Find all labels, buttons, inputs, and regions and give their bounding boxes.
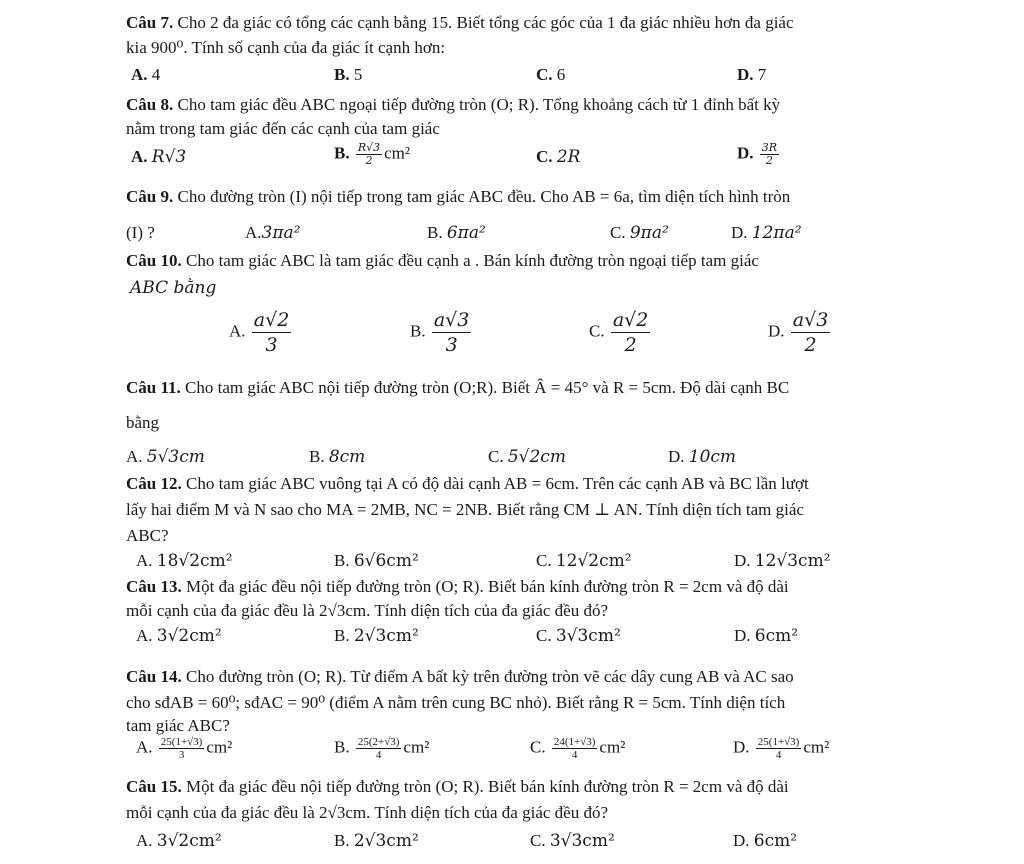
q8-option-a[interactable]: A. R√3 xyxy=(131,147,187,167)
q15-option-d[interactable]: D. 6cm² xyxy=(733,831,798,851)
q14-option-b[interactable]: B. $\frac{25(2+√3)}{4}$ cm² xyxy=(334,736,430,761)
q9-option-d[interactable]: D. 12πa² xyxy=(731,223,802,243)
q11-option-a[interactable]: A. 5√3cm xyxy=(126,447,205,467)
q14-option-c[interactable]: C. $\frac{24(1+√3)}{4}$ cm² xyxy=(530,736,626,761)
q15-option-c[interactable]: C. 3√3cm² xyxy=(530,831,615,851)
q11-option-d[interactable]: D. 10cm xyxy=(668,447,737,467)
q11-option-c[interactable]: C. 5√2cm xyxy=(488,447,566,467)
q14-option-d[interactable]: D. $\frac{25(1+√3)}{4}$ cm² xyxy=(733,736,830,761)
q10-text-2: ABC bằng xyxy=(130,278,217,298)
q15-option-a[interactable]: A. 3√2cm² xyxy=(136,831,222,851)
q7-option-c[interactable]: C. 6 xyxy=(536,65,566,84)
q9-text: Câu 9. Cho đường tròn (I) nội tiếp trong tam giác ABC đều. Cho AB = 6a, tìm diện tích hình tròn xyxy=(126,187,791,206)
q15-option-b[interactable]: B. 2√3cm² xyxy=(334,831,419,851)
q12-text: Câu 12. Cho tam giác ABC vuông tại A có độ dài cạnh AB = 6cm. Trên các cạnh AB và BC lần lượt xyxy=(126,474,809,493)
q8-option-b[interactable]: B. $\frac{R√3}{2}$ cm² xyxy=(334,141,411,167)
q13-option-b[interactable]: B. 2√3cm² xyxy=(334,626,419,646)
q11-text-2: bằng xyxy=(126,413,160,432)
q10-option-d[interactable]: D. $\frac{a√3}{2}$ xyxy=(768,309,829,356)
q13-option-c[interactable]: C. 3√3cm² xyxy=(536,626,621,646)
q10-text: Câu 10. Cho tam giác ABC là tam giác đều cạnh a . Bán kính đường tròn ngoại tiếp tam giác xyxy=(126,251,759,270)
q14-text: Câu 14. Cho đường tròn (O; R). Từ điểm A bất kỳ trên đường tròn vẽ các dây cung AB và AC sao xyxy=(126,667,794,686)
q11-option-b[interactable]: B. 8cm xyxy=(309,447,366,467)
q13-option-a[interactable]: A. 3√2cm² xyxy=(136,626,222,646)
q8-text-2: nằm trong tam giác đến các cạnh của tam giác xyxy=(126,119,440,138)
q13-option-d[interactable]: D. 6cm² xyxy=(734,626,799,646)
q7-option-a[interactable]: A. 4 xyxy=(131,65,161,84)
q14-option-a[interactable]: A. $\frac{25(1+√3)}{3}$ cm² xyxy=(136,736,233,761)
q15-text: Câu 15. Một đa giác đều nội tiếp đường tròn (O; R). Biết bán kính đường tròn R = 2cm và độ dài xyxy=(126,777,789,796)
q12-option-c[interactable]: C. 12√2cm² xyxy=(536,551,632,571)
q12-text-3: ABC? xyxy=(126,526,169,545)
q10-option-a[interactable]: A. $\frac{a√2}{3}$ xyxy=(229,309,290,356)
q9-option-a[interactable]: A.3πa² xyxy=(245,223,301,243)
q14-text-3: tam giác ABC? xyxy=(126,716,230,735)
q9-option-b[interactable]: B. 6πa² xyxy=(427,223,486,243)
q7-text: Câu 7. Cho 2 đa giác có tổng các cạnh bằng 15. Biết tổng các góc của 1 đa giác nhiều hơn đa giác xyxy=(126,13,794,32)
q7-option-d[interactable]: D. 7 xyxy=(737,65,767,84)
q14-text-2: cho sđAB = 60⁰; sđAC = 90⁰ (điểm A nằm trên cung BC nhỏ). Biết rằng R = 5cm. Tính diện tích xyxy=(126,693,786,712)
q7-option-b[interactable]: B. 5 xyxy=(334,65,363,84)
q13-text-2: mỗi cạnh của đa giác đều là 2√3cm. Tính diện tích của đa giác đều đó? xyxy=(126,601,609,620)
q12-text-2: lấy hai điểm M và N sao cho MA = 2MB, NC = 2NB. Biết rằng CM ⊥ AN. Tính diện tích tam giác xyxy=(126,500,804,519)
q13-text: Câu 13. Một đa giác đều nội tiếp đường tròn (O; R). Biết bán kính đường tròn R = 2cm và độ dài xyxy=(126,577,789,596)
q11-text: Câu 11. Cho tam giác ABC nội tiếp đường tròn (O;R). Biết Â = 45° và R = 5cm. Độ dài cạnh BC xyxy=(126,378,790,397)
q8-option-d[interactable]: D. $\frac{3R}{2}$ xyxy=(737,141,778,167)
q9-option-c[interactable]: C. 9πa² xyxy=(610,223,669,243)
q12-option-d[interactable]: D. 12√3cm² xyxy=(734,551,831,571)
q9-text-2: (I) ? xyxy=(126,223,155,242)
q10-option-c[interactable]: C. $\frac{a√2}{2}$ xyxy=(589,309,649,356)
q15-text-2: mỗi cạnh của đa giác đều là 2√3cm. Tính diện tích của đa giác đều đó? xyxy=(126,803,609,822)
q10-option-b[interactable]: B. $\frac{a√3}{3}$ xyxy=(410,309,470,356)
q12-option-b[interactable]: B. 6√6cm² xyxy=(334,551,419,571)
q7-text-2: kia 900⁰. Tính số cạnh của đa giác ít cạnh hơn: xyxy=(126,38,446,57)
q8-option-c[interactable]: C. 2R xyxy=(536,147,581,167)
q8-text: Câu 8. Cho tam giác đều ABC ngoại tiếp đường tròn (O; R). Tổng khoảng cách từ 1 đỉnh bất kỳ xyxy=(126,95,781,114)
q12-option-a[interactable]: A. 18√2cm² xyxy=(136,551,233,571)
